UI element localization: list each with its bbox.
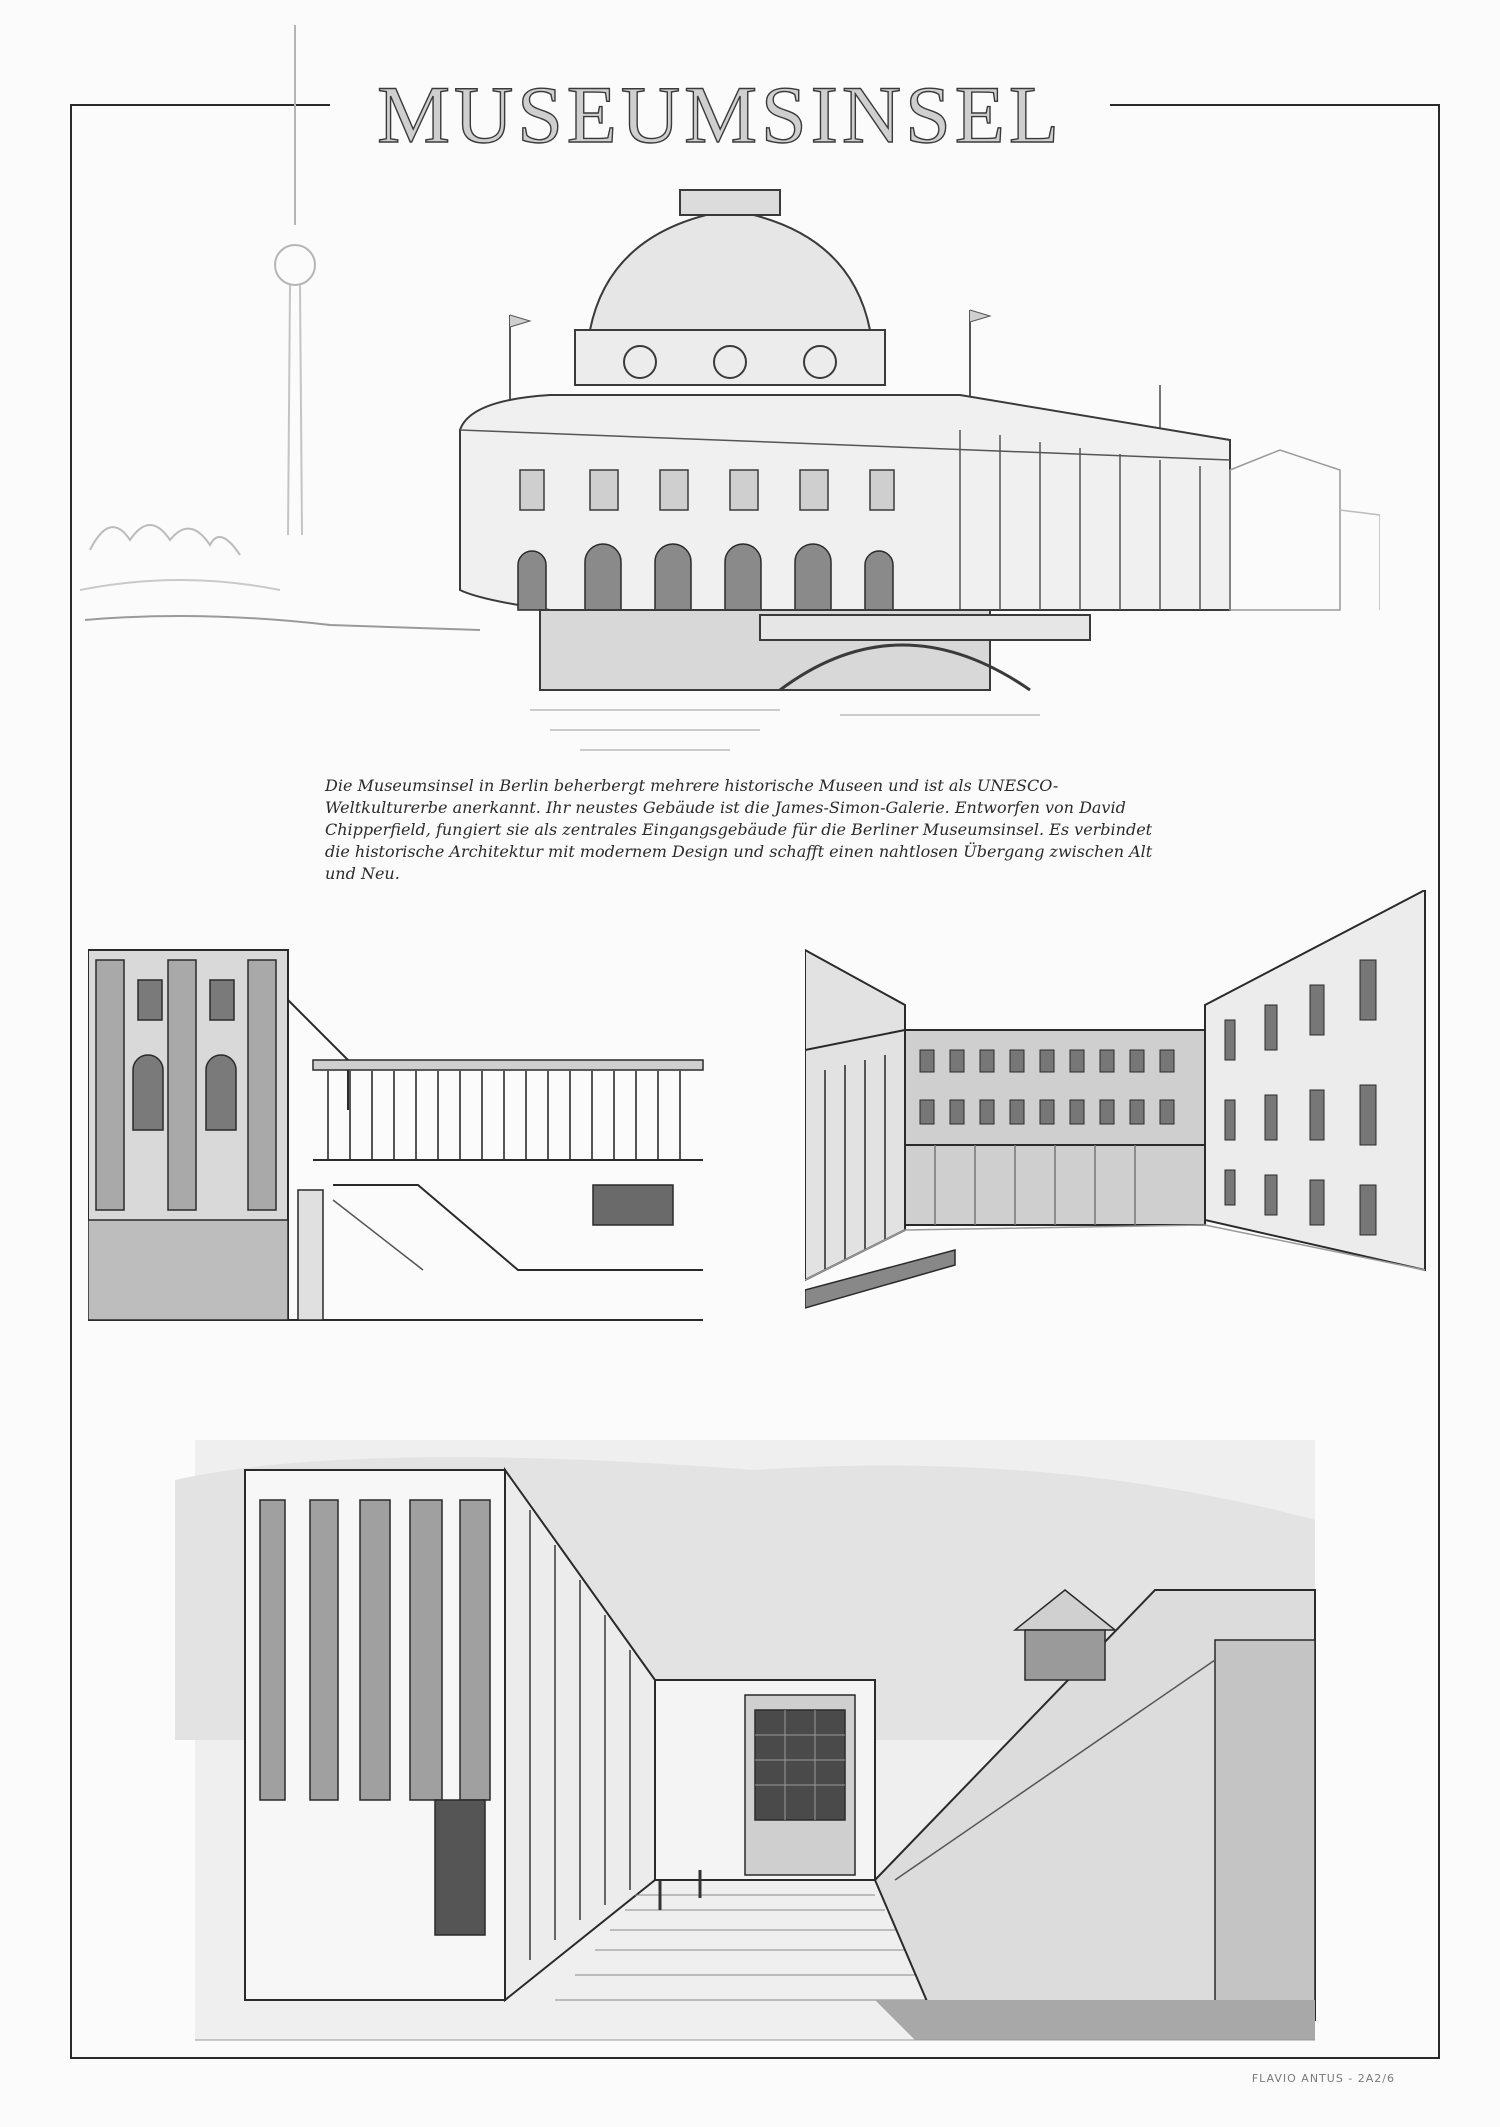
bode-museum-drawing — [80, 170, 1380, 770]
courtyard-drawing — [805, 890, 1430, 1320]
poster-title: MUSEUMSINSEL — [330, 70, 1110, 160]
colonnade-elevation-drawing — [88, 940, 708, 1330]
frame-right-border — [1438, 104, 1440, 2059]
artist-signature: FLAVIO ANTUS - 2A2/6 — [1251, 2072, 1395, 2085]
description-text: Die Museumsinsel in Berlin beherbergt mehrere historische Museen und ist als UNESCO-Weltkulturerbe anerkannt. Ihr neustes Gebäude ist die James-Simon-Galerie. Entworfen von David Chipperfield, fungiert sie als zentrales Eingangsgebäude für die Berliner Museumsinsel. Es verbindet die historische Architektur mit modernem Design und schafft einen nahtlosen Übergang zwischen Alt und Neu. — [325, 776, 1153, 883]
entrance-staircase-drawing — [155, 1440, 1355, 2050]
frame-top-border-right — [1110, 104, 1440, 106]
frame-left-border — [70, 104, 72, 2059]
frame-bottom-border — [70, 2057, 1440, 2059]
